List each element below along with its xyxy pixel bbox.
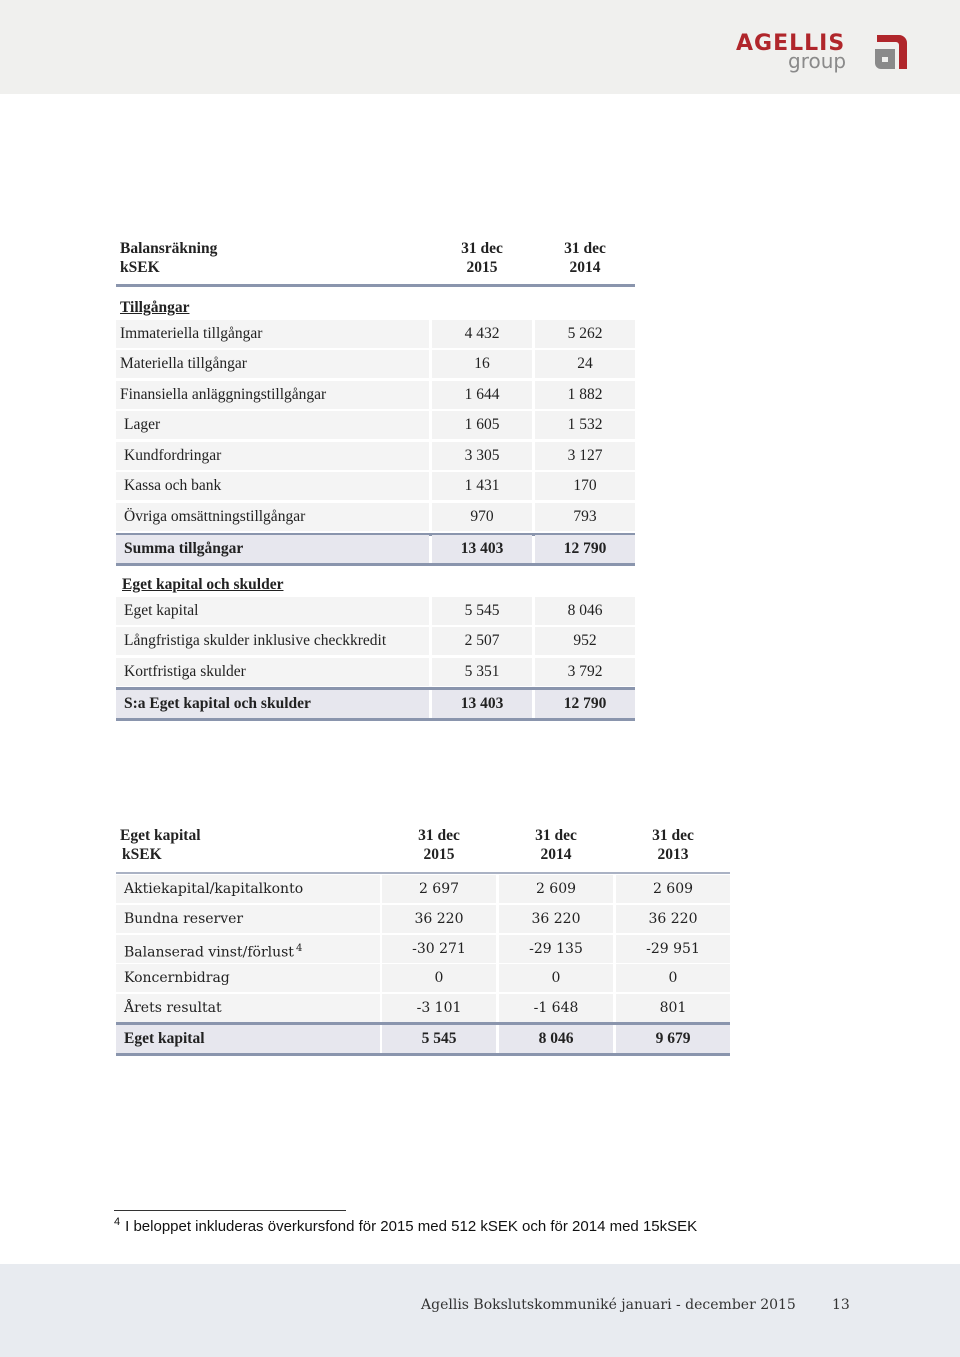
table-row (0, 875, 960, 903)
page-number: 13 (832, 1297, 850, 1313)
value-2014: 3 127 (535, 442, 635, 470)
row-label (116, 875, 380, 903)
value-cell: 2 609 (499, 875, 613, 903)
value-cell: 801 (616, 994, 730, 1022)
value-cell: -29 135 (499, 935, 613, 963)
value-cell: 36 220 (499, 905, 613, 933)
row-label (116, 994, 380, 1022)
value-2015: 970 (432, 503, 532, 531)
value-2014: 170 (535, 472, 635, 500)
value-2015: 1 431 (432, 472, 532, 500)
value-cell: 2 697 (382, 875, 496, 903)
value-2015: 16 (432, 350, 532, 378)
value-2014: 1 532 (535, 411, 635, 439)
assets-total-label: Summa tillgångar (116, 535, 429, 563)
balance-title: Balansräkning (120, 240, 218, 257)
value-cell: 0 (499, 964, 613, 992)
value-2014: 5 262 (535, 320, 635, 348)
row-label (116, 905, 380, 933)
table-row (0, 964, 960, 992)
row-label (116, 964, 380, 992)
equity-col-2014-line2: 2014 (540, 846, 572, 863)
value-cell: 2 609 (616, 875, 730, 903)
row-label: Långfristiga skulder inklusive checkkredit (116, 627, 429, 655)
balance-col-2015-line2: 2015 (466, 259, 498, 276)
row-label: Materiella tillgångar (116, 350, 429, 378)
row-label-text: Årets resultat (124, 1000, 222, 1016)
footnote-number: 4 (114, 1216, 121, 1228)
row-label: Övriga omsättningstillgångar (116, 503, 429, 531)
row-label: Finansiella anläggningstillgångar (116, 381, 429, 409)
value-cell: -29 951 (616, 935, 730, 963)
equity-title: Eget kapital (120, 827, 201, 844)
row-label (116, 935, 380, 963)
equity-col-2015-line2: 2015 (423, 846, 455, 863)
value-2014: 8 046 (535, 597, 635, 625)
row-label-text: Koncernbidrag (124, 970, 230, 986)
equity-col-2013-line1: 31 dec (652, 827, 694, 844)
table-row (0, 994, 960, 1022)
value-2015: 2 507 (432, 627, 532, 655)
value-cell: -3 101 (382, 994, 496, 1022)
assets-total-2014: 12 790 (535, 535, 635, 563)
section-equity-liabilities: Eget kapital och skulder (122, 576, 284, 593)
equity-total-bottom-rule (116, 1053, 730, 1056)
value-2014: 1 882 (535, 381, 635, 409)
value-2014: 24 (535, 350, 635, 378)
assets-total-2015: 13 403 (432, 535, 532, 563)
footer-title: Agellis Bokslutskommuniké januari - december 2015 (421, 1297, 796, 1313)
table-row (0, 935, 960, 963)
row-label-text: Bundna reserver (124, 911, 244, 927)
value-2015: 5 351 (432, 658, 532, 686)
row-label: Eget kapital (116, 597, 429, 625)
liab-total-2015: 13 403 (432, 690, 532, 718)
value-2015: 5 545 (432, 597, 532, 625)
row-label: Lager (116, 411, 429, 439)
value-2014: 793 (535, 503, 635, 531)
row-label: Kundfordringar (116, 442, 429, 470)
section-assets: Tillgångar (120, 299, 190, 316)
equity-header-rule (116, 872, 730, 874)
row-label-text: Balanserad vinst/förlust (124, 944, 294, 961)
balance-col-2014-line1: 31 dec (564, 240, 606, 257)
equity-total-2014: 8 046 (499, 1025, 613, 1053)
equity-unit: kSEK (122, 846, 162, 863)
equity-col-2014-line1: 31 dec (535, 827, 577, 844)
liab-total-label: S:a Eget kapital och skulder (116, 690, 429, 718)
value-2015: 4 432 (432, 320, 532, 348)
balance-col-2015-line1: 31 dec (461, 240, 503, 257)
value-cell: 36 220 (382, 905, 496, 933)
footnote (114, 1218, 697, 1235)
equity-total-2013: 9 679 (616, 1025, 730, 1053)
value-cell: -1 648 (499, 994, 613, 1022)
value-2015: 3 305 (432, 442, 532, 470)
value-2014: 3 792 (535, 658, 635, 686)
equity-total-2015: 5 545 (382, 1025, 496, 1053)
footnote-ref: 4 (295, 943, 303, 954)
value-cell: 0 (382, 964, 496, 992)
logo-wordmark: AGELLIS (736, 31, 846, 56)
row-label-text: Aktiekapital/kapitalkonto (124, 881, 304, 897)
footnote-text: I beloppet inkluderas överkursfond för 2015 med 512 kSEK och för 2014 med 15kSEK (125, 1218, 698, 1235)
equity-col-2013-line2: 2013 (657, 846, 689, 863)
footnote-divider (114, 1210, 346, 1211)
table-row (0, 905, 960, 933)
liab-total-2014: 12 790 (535, 690, 635, 718)
row-label: Kassa och bank (116, 472, 429, 500)
value-cell: 36 220 (616, 905, 730, 933)
value-2015: 1 644 (432, 381, 532, 409)
equity-col-2015-line1: 31 dec (418, 827, 460, 844)
value-cell: 0 (616, 964, 730, 992)
balance-unit: kSEK (120, 259, 160, 276)
balance-col-2014-line2: 2014 (569, 259, 601, 276)
value-cell: -30 271 (382, 935, 496, 963)
equity-total-row (0, 1025, 960, 1053)
equity-total-label: Eget kapital (116, 1025, 380, 1053)
value-2014: 952 (535, 627, 635, 655)
row-label: Kortfristiga skulder (116, 658, 429, 686)
row-label: Immateriella tillgångar (116, 320, 429, 348)
value-2015: 1 605 (432, 411, 532, 439)
logo-subtitle: group (788, 49, 847, 73)
